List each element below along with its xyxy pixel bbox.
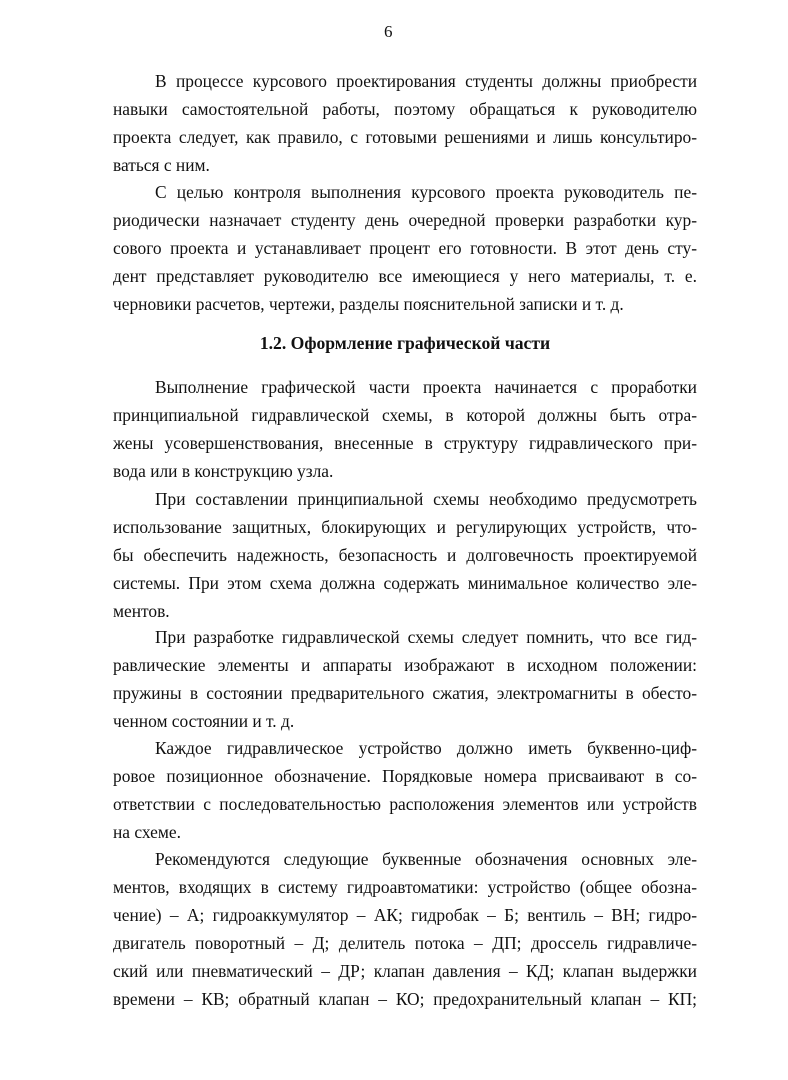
text-line: Каждое гидравлическое устройство должно иметь буквенно-циф- <box>155 738 697 758</box>
text-line: жены усовершенствования, внесенные в структуру гидравлического при- <box>113 433 697 453</box>
text-line: В процессе курсового проектирования студенты должны приобрести <box>155 71 697 91</box>
text-line: Рекомендуются следующие буквенные обозначения основных эле- <box>155 849 697 869</box>
text-line: черновики расчетов, чертежи, разделы пояснительной записки и т. д. <box>113 294 624 314</box>
text-line: пружины в состоянии предварительного сжатия, электромагниты в обесто- <box>113 683 697 703</box>
text-line: принципиальной гидравлической схемы, в которой должны быть отра- <box>113 405 697 425</box>
page-number: 6 <box>384 22 393 41</box>
text-line: ский или пневматический – ДР; клапан давления – КД; клапан выдержки <box>113 961 697 981</box>
text-line: риодически назначает студенту день очередной проверки разработки кур- <box>113 210 697 230</box>
text-line: ваться с ним. <box>113 155 210 175</box>
text-line: сового проекта и устанавливает процент его готовности. В этот день сту- <box>113 238 697 258</box>
text-line: бы обеспечить надежность, безопасность и долговечность проектируемой <box>113 545 697 565</box>
text-line: проекта следует, как правило, с готовыми решениями и лишь консультиро- <box>113 127 697 147</box>
text-line: чение) – А; гидроаккумулятор – АК; гидробак – Б; вентиль – ВН; гидро- <box>113 905 697 925</box>
text-line: навыки самостоятельной работы, поэтому обращаться к руководителю <box>113 99 697 119</box>
text-line: Выполнение графической части проекта начинается с проработки <box>155 377 697 397</box>
text-line: системы. При этом схема должна содержать минимальное количество эле- <box>113 573 697 593</box>
text-line: При разработке гидравлической схемы следует помнить, что все гид- <box>155 627 697 647</box>
text-line: равлические элементы и аппараты изображают в исходном положении: <box>113 655 697 675</box>
text-line: ментов, входящих в систему гидроавтоматики: устройство (общее обозна- <box>113 877 697 897</box>
text-line: ответствии с последовательностью расположения элементов или устройств <box>113 794 697 814</box>
text-line: ментов. <box>113 601 170 621</box>
text-line: времени – КВ; обратный клапан – КО; предохранительный клапан – КП; <box>113 989 697 1009</box>
text-line: дент представляет руководителю все имеющиеся у него материалы, т. е. <box>113 266 697 286</box>
text-line: С целью контроля выполнения курсового проекта руководитель пе- <box>155 182 697 202</box>
text-line: вода или в конструкцию узла. <box>113 461 334 481</box>
text-line: ровое позиционное обозначение. Порядковые номера присваивают в со- <box>113 766 697 786</box>
section-heading: 1.2. Оформление графической части <box>259 333 551 353</box>
text-line: на схеме. <box>113 822 181 842</box>
text-line: использование защитных, блокирующих и регулирующих устройств, что- <box>113 517 697 537</box>
text-line: При составлении принципиальной схемы необходимо предусмотреть <box>155 489 697 509</box>
text-line: ченном состоянии и т. д. <box>113 711 295 731</box>
text-line: двигатель поворотный – Д; делитель потока – ДП; дроссель гидравличе- <box>113 933 697 953</box>
